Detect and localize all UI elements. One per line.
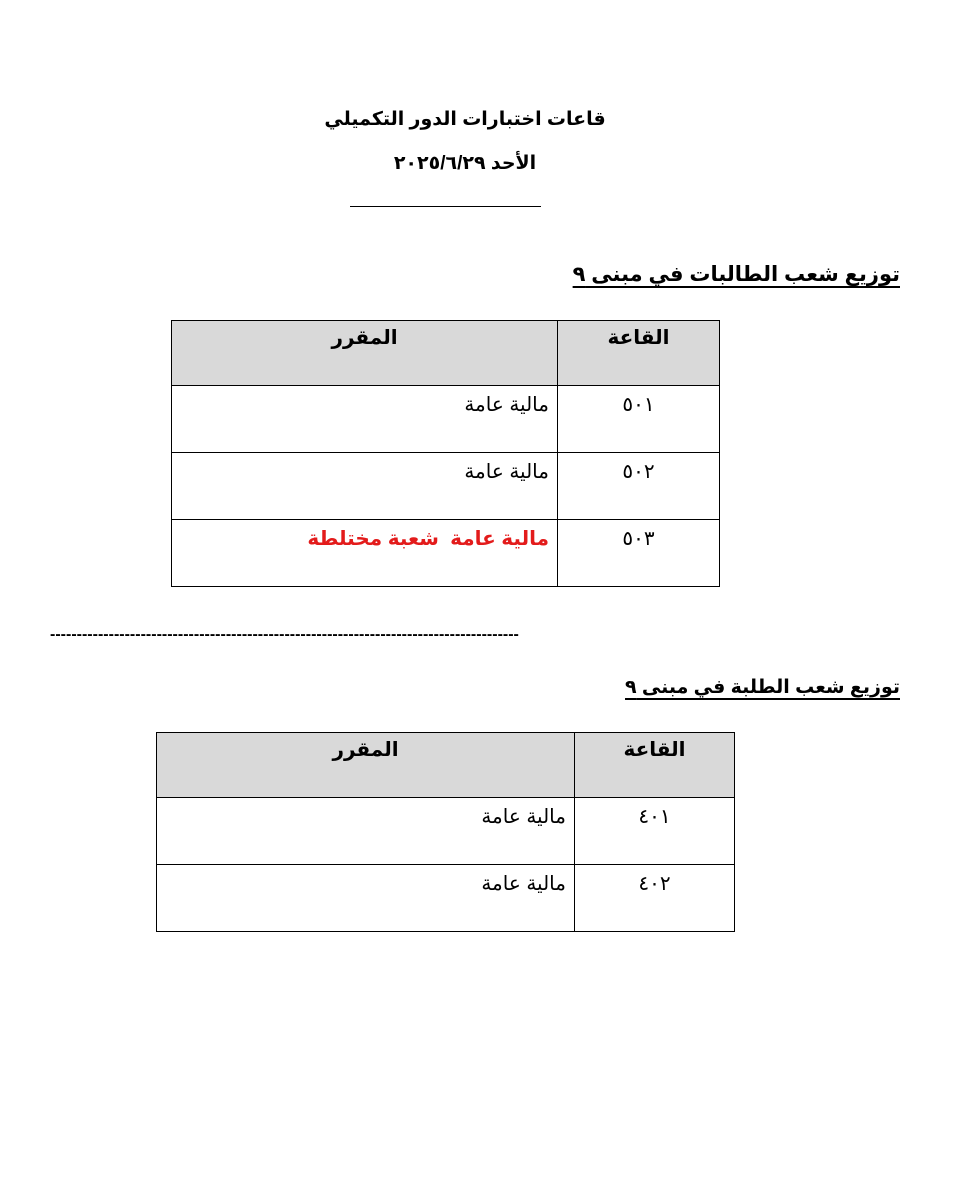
table-header-row (157, 733, 735, 798)
room-column-header: القاعة (558, 321, 720, 386)
table-row (172, 520, 720, 587)
table-row (157, 865, 735, 932)
room-number: ٥٠٢ (558, 453, 720, 520)
course-name: مالية عامة (172, 386, 558, 453)
room-number: ٥٠١ (558, 386, 720, 453)
boys-section-heading: توزيع شعب الطلبة في مبنى ٩ (625, 677, 900, 698)
room-number: ٤٠١ (575, 798, 735, 865)
boys-rooms-table (156, 732, 735, 932)
girls-section-heading: توزيع شعب الطالبات في مبنى ٩ (572, 263, 900, 286)
table-row (172, 386, 720, 453)
course-name: مالية عامة (157, 865, 575, 932)
course-column-header: المقرر (157, 733, 575, 798)
room-number: ٥٠٣ (558, 520, 720, 587)
girls-rooms-table (171, 320, 720, 587)
table-header-row (172, 321, 720, 386)
table-row (157, 798, 735, 865)
document-title: قاعات اختبارات الدور التكميلي (324, 109, 606, 130)
course-name: مالية عامة (157, 798, 575, 865)
exam-date: الأحد ٢٠٢٥/٦/٢٩ (393, 153, 537, 174)
course-name-mixed-section: مالية عامة شعبة مختلطة (172, 520, 558, 587)
course-name: مالية عامة (172, 453, 558, 520)
title-underline (350, 206, 541, 207)
room-column-header: القاعة (575, 733, 735, 798)
room-number: ٤٠٢ (575, 865, 735, 932)
table-row (172, 453, 720, 520)
course-column-header: المقرر (172, 321, 558, 386)
section-separator: ---------------------------------------------------------------------------------------- (50, 626, 519, 643)
